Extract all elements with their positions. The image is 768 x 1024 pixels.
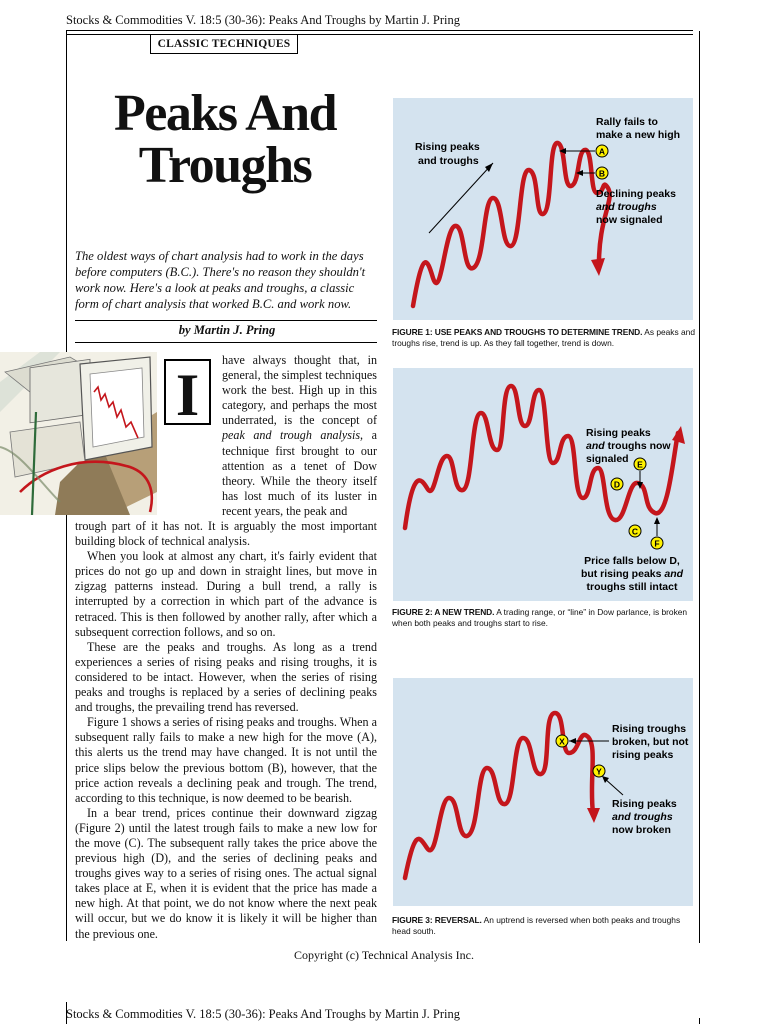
figure-3-marker-x-label: X [559,736,565,747]
paragraph-4: Figure 1 shows a series of rising peaks and troughs. When a subsequent rally fails to make a new high for the move (A), this alerts us the trend may have changed. It is not until the price slips below the previous bottom (B), however, that the price action reveals a declining peak and trough. The trend, according to this technique, is now deemed to be bearish. [75,715,377,805]
figure-3 [393,678,693,906]
intro-text-end: a technique first brought to our attention as a tenet of Dow theory. While the theory itself has lost much of its luster in recent years, the peak and [222,428,377,518]
figure-2-caption-title: FIGURE 2: A NEW TREND. [392,607,495,617]
title-line-2: Troughs [138,137,312,194]
figure-3-marker-y-label: Y [596,766,602,777]
intro-text: have always thought that, in general, the simplest techniques work the best. High up in this category, and perhaps the most underrated, is the concept of [222,353,377,428]
figure-3-label-peaks-1: Rising peaks [612,798,677,810]
paragraph-2: When you look at almost any chart, it's fairly evident that prices do not go up and down in straight lines, but move in zigzag patterns instead. During a bull trend, a rally is interrupted by a correction in which part of the advance is retraced. This is then followed by another rally, after which a subsequent correction follows, and so on. [75,549,377,639]
figure-2-caption [392,607,697,629]
figure-1-label-declining-3: now signaled [596,214,663,226]
section-badge: CLASSIC TECHNIQUES [150,34,298,54]
figure-2-caption-text: A trading range, or “line” in Dow parlance, is broken when both peaks and troughs start to rise. [392,607,688,628]
figure-2-label-price-3: troughs still intact [586,581,678,593]
figure-3-label-peaks-3: now broken [612,824,671,836]
title-line-1: Peaks And [113,85,337,142]
figure-1-marker-b-label: B [598,168,606,179]
figure-3-label-troughs-3: rising peaks [612,749,674,761]
copyright-notice: Copyright (c) Technical Analysis Inc. [294,948,474,962]
figure-3-label-peaks-2: and troughs [612,811,673,823]
body-column [75,519,377,942]
figure-1-caption-text: As peaks and troughs rise, trend is up. As they fall together, trend is down. [392,327,695,348]
byline-rule-top [75,320,377,321]
intro-narrow-column [222,353,377,519]
running-header: Stocks & Commodities V. 18:5 (30-36): Peaks And Troughs by Martin J. Pring [66,13,461,27]
paragraph-3: These are the peaks and troughs. As long as a trend experiences a series of rising peaks and rising troughs, it is considered to be intact. However, when the series of rising peaks and troughs is replaced by a series of declining peaks and troughs, the prevailing trend has reversed. [75,639,377,715]
figure-1-label-declining-2: and troughs [596,201,657,213]
figure-1-caption-title: FIGURE 1: USE PEAKS AND TROUGHS TO DETERMINE TREND. [392,327,643,337]
figure-1-label-rally-1: Rally fails to [596,116,658,128]
figure-2-label-price-2: but rising peaks and [580,568,684,580]
figure-3-caption-title: FIGURE 3: REVERSAL. [392,915,482,925]
article-title [75,85,375,194]
figure-3-caption [392,915,697,937]
right-column-rule [699,31,700,943]
figure-2-marker-c-label: C [631,526,639,537]
figure-2-label-rising-1: Rising peaks [586,427,651,439]
header-rule-top [66,30,693,31]
figure-1 [393,98,693,320]
figure-3-label-troughs-1: Rising troughs [612,723,687,735]
figure-1-label-rising-2: and troughs [418,155,479,167]
figure-2-label-rising-2: and troughs now [586,440,671,452]
figure-2-label-rising-3: signaled [586,453,629,465]
computer-illustration [0,352,157,515]
figure-2-marker-f-label: F [654,538,660,549]
figure-3-panel [393,678,693,906]
paragraph-5: In a bear trend, prices continue their downward zigzag (Figure 2) until the latest trough fails to make a new low for the move (C). The subsequent rally takes the price above the previous high (D), and the series of declining peaks and troughs gives way to a series of rising ones. The actual signal takes place at E, when it is evident that the price has made a new high. At that point, we do not know where the next peak will occur, but we do know it is likely it will be higher than the previous one. [75,805,377,941]
intro-italic-term: peak and trough analysis, [222,428,364,443]
byline: by Martin J. Pring [178,323,276,337]
figure-2-marker-e-label: E [637,459,643,470]
footer-right-rule [699,1018,700,1024]
figure-3-caption-text: An uptrend is reversed when both peaks and troughs head south. [392,915,681,936]
drop-cap: I [164,359,211,425]
figure-3-label-troughs-2: broken, but not [612,736,689,748]
figure-1-label-rising-1: Rising peaks [415,141,480,153]
figure-2-marker-d-label: D [613,479,621,490]
figure-1-label-declining-1: Declining peaks [596,188,676,200]
paragraph-1-cont: trough part of it has not. It is arguably the most important building block of technical analysis. [75,519,377,549]
figure-2 [393,368,693,601]
figure-2-label-price-1: Price falls below D, [584,555,680,567]
byline-rule-bottom [75,342,377,343]
lede-paragraph: The oldest ways of chart analysis had to work in the days before computers (B.C.). There's no reason they shouldn't work now. Here's a look at peaks and troughs, a classic form of chart analysis that worked B.C. and work now. [75,249,366,311]
figure-1-caption [392,327,697,349]
running-footer: Stocks & Commodities V. 18:5 (30-36): Peaks And Troughs by Martin J. Pring [66,1007,461,1021]
figure-1-label-rally-2: make a new high [596,129,681,141]
figure-1-marker-a-label: A [598,146,606,157]
